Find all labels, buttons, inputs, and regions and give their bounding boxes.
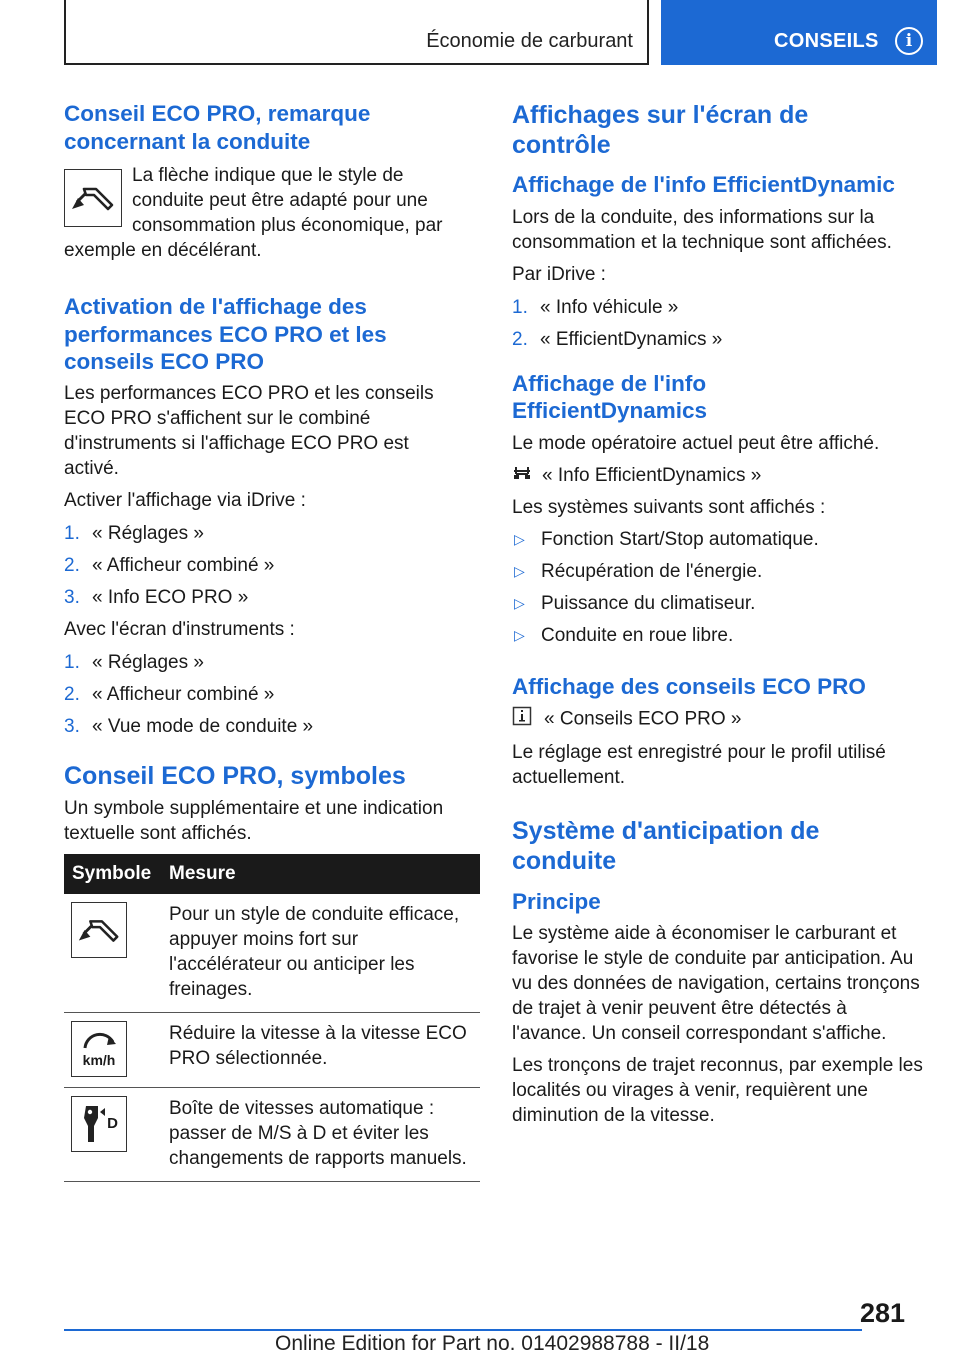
tip-remark-block [64, 163, 480, 263]
eco-arrow-icon [71, 902, 127, 958]
heading-displays: Affichages sur l'écran de contrôle [512, 101, 809, 159]
idrive-steps-list [64, 521, 480, 610]
table-row [64, 1087, 480, 1181]
table-row [64, 894, 480, 1013]
gear-selector-label: D [107, 1115, 118, 1132]
heading-tip-remark: Conseil ECO PRO, remarque concernant la conduite [64, 101, 371, 154]
screen-steps-list [64, 650, 480, 739]
list-item: 2. « Afficheur combiné » [64, 554, 275, 576]
via-idrive-text: Activer l'affichage via iDrive : [64, 489, 306, 511]
bullet-triangle-icon: ▷ [514, 530, 525, 547]
mode-text: Le mode opératoire actuel peut être affiché. [512, 432, 880, 454]
list-item: 3. « Vue mode de conduite » [64, 715, 314, 737]
gear-selector-icon [71, 1096, 127, 1152]
info-circle-icon[interactable]: i [895, 27, 923, 55]
footer-edition: Online Edition for Part no. 01402988788 - II/18 [275, 1332, 710, 1355]
ed-steps-list [512, 295, 926, 352]
speedometer-kmh-icon [71, 1021, 127, 1077]
bullet-triangle-icon: ▷ [514, 626, 525, 643]
bullet-triangle-icon: ▷ [514, 594, 525, 611]
header-chapter-tab[interactable] [661, 0, 937, 65]
right-column [512, 100, 926, 1128]
list-item: 2. « Afficheur combiné » [64, 683, 275, 705]
table-cell-measure: Boîte de vitesses automatique : passer de M/S à D et éviter les changements de rapports manuels. [161, 1087, 480, 1181]
info-ed-text: Lors de la conduite, des informations sur la consommation et la technique sont affichées. [512, 206, 892, 253]
list-item: 1. « Réglages » [64, 651, 204, 673]
principle-text-1: Le système aide à économiser le carburant et favorise le style de conduite par anticipation. Au vu des données de navigation, certains tronçons de trajet à venir peuvent être détectés à l'avance. Un conseil correspondant s'affiche. [512, 922, 920, 1044]
nav-tips-label: « Conseils ECO PRO » [544, 709, 742, 730]
list-item: 1. « Réglages » [64, 522, 204, 544]
eco-arrow-icon [64, 169, 122, 227]
table-header-row [64, 854, 480, 894]
symbols-table [64, 854, 480, 1182]
list-item: 2. « EfficientDynamics » [512, 328, 723, 350]
list-item: ▷ Récupération de l'énergie. [514, 560, 763, 582]
principle-text-2: Les tronçons de trajet reconnus, par exemple les localités ou virages à venir, requièrent une diminution de la vitesse. [512, 1054, 923, 1126]
heading-info-eds: Affichage de l'info EfficientDynamics [512, 370, 708, 423]
heading-anticipation: Système d'anticipation de conduite [512, 817, 820, 876]
nav-info-eds [512, 463, 926, 488]
speedometer-unit-label: km/h [82, 1051, 116, 1068]
systems-list [512, 527, 926, 648]
table-cell-measure: Réduire la vitesse à la vitesse ECO PRO sélectionnée. [161, 1012, 480, 1087]
heading-tips-display: Affichage des conseils ECO PRO [512, 673, 866, 699]
via-screen-text: Avec l'écran d'instruments : [64, 618, 295, 640]
tip-remark-text: La flèche indique que le style de conduite peut être adapté pour une consommation plus économique, par exemple en décélérant. [64, 165, 443, 261]
par-idrive-text: Par iDrive : [512, 263, 606, 285]
car-icon [512, 463, 532, 488]
header-section-box [64, 0, 649, 65]
nav-tips [512, 706, 926, 733]
list-item: ▷ Conduite en roue libre. [514, 624, 734, 646]
heading-symbols: Conseil ECO PRO, symboles [64, 761, 406, 790]
header-section-title: Économie de carburant [426, 30, 633, 52]
nav-info-eds-label: « Info EfficientDynamics » [542, 464, 762, 486]
list-item: ▷ Fonction Start/Stop automatique. [514, 528, 819, 550]
info-box-icon [512, 706, 532, 733]
page-number: 281 [860, 1298, 906, 1328]
symbols-text: Un symbole supplémentaire et une indication textuelle sont affichés. [64, 797, 444, 844]
list-item: 1. « Info véhicule » [512, 296, 679, 318]
header-chapter-title: CONSEILS [774, 30, 879, 52]
list-item: ▷ Puissance du climatiseur. [514, 592, 756, 614]
table-cell-measure: Pour un style de conduite efficace, appuyer moins fort sur l'accélérateur ou anticiper les freinages. [161, 894, 480, 1013]
list-item: 3. « Info ECO PRO » [64, 586, 249, 608]
heading-activation: Activation de l'affichage des performances ECO PRO et les conseils ECO PRO [64, 294, 387, 374]
heading-principle: Principe [512, 889, 601, 915]
table-header-symbol: Symbole [64, 854, 161, 894]
systems-text: Les systèmes suivants sont affichés : [512, 496, 826, 518]
left-column [64, 100, 480, 1182]
saved-text: Le réglage est enregistré pour le profil utilisé actuellement. [512, 742, 886, 789]
heading-info-ed: Affichage de l'info EfficientDynamic [512, 172, 895, 197]
footer-divider [64, 1329, 862, 1331]
table-header-measure: Mesure [161, 854, 480, 894]
activation-text: Les performances ECO PRO et les conseils ECO PRO s'affichent sur le combiné d'instruments si l'affichage ECO PRO est activé. [64, 382, 434, 479]
bullet-triangle-icon: ▷ [514, 562, 525, 579]
table-row [64, 1012, 480, 1087]
